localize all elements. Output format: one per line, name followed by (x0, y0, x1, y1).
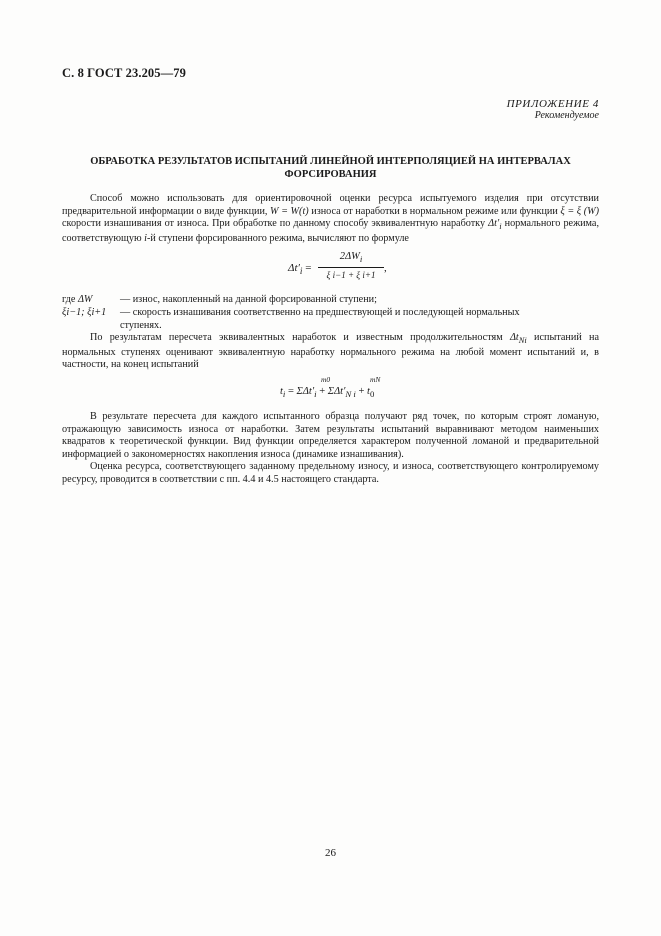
formula-equals: = (305, 262, 312, 275)
definition-text: — скорость изнашивания соответственно на предшествующей и последующей нормальных (120, 307, 520, 318)
definition-row (62, 307, 599, 320)
appendix-label-block (507, 98, 599, 122)
paragraph-resource-estimate: Оценка ресурса, соответствующего заданному предельному износу, и износа, соответствующего контролируемому ресурсу, проводится в соответствии с пп. 4.4 и 4.5 настоящего стандарта. (62, 461, 599, 485)
inline-formula-normal-duration: Δt (509, 332, 519, 344)
sum-term-1: ΣΔt′ (296, 386, 315, 397)
inline-formula-subscript: Ni (518, 335, 527, 346)
where-word: где (62, 294, 76, 306)
formula-lhs-subscript: i (299, 266, 303, 277)
formula-plus: + (319, 386, 326, 397)
fraction-denominator: ξ i−1 + ξ i+1 (326, 270, 376, 281)
definitions-list (62, 294, 599, 332)
text-run: испытаний на нормальных ступенях оценивают эквивалентную наработку нормального режима на любой момент испытаний и, в частности, на конец испытаний (62, 332, 600, 371)
initial-time-subscript: 0 (369, 389, 375, 400)
numerator-subscript: i (359, 254, 363, 265)
text-run: скорости изнашивания от износа. При обработке по данному способу эквивалентную наработку (62, 218, 486, 230)
appendix-status: Рекомендуемое (534, 110, 599, 121)
text-run: нормального режима, соответствующую (62, 218, 600, 244)
sum-term-1-subscript: i (314, 389, 317, 400)
body-text (62, 193, 599, 487)
formula-lhs-symbol: t (280, 386, 283, 397)
text-run: По результатам пересчета эквивалентных наработок и известным продолжительностям (90, 332, 503, 344)
definition-text-continuation: ступенях. (120, 319, 162, 331)
paragraph-approximation: В результате пересчета для каждого испытанного образца получают ряд точек, по которым строят ломаную, отражающую зависимость износа от наработки. Затем результаты испытаний выравнивают методом наименьших квадратов к теоретической функции. Вид функции определяется характером полученной ломаной и предварительной информацией о закономерностях накопления износа (динамике изнашивания). (62, 411, 599, 460)
formula-lhs-symbol: Δt′ (288, 262, 300, 275)
formula-fraction (318, 251, 384, 281)
section-title-line-2: ФОРСИРОВАНИЯ (284, 168, 377, 180)
formula-lhs (288, 262, 311, 278)
definition-row (62, 294, 599, 307)
definition-symbol: ξi−1; ξi+1 (62, 307, 107, 318)
definition-text: — износ, накопленный на данной форсированной ступени; (120, 294, 377, 306)
page-number: 26 (325, 847, 336, 859)
paragraph-method-intro (62, 193, 599, 245)
page-header: С. 8 ГОСТ 23.205—79 (62, 66, 186, 80)
inline-formula-equivalent-time: Δt′ (488, 218, 500, 230)
inline-formula-wear-function: W = W(t) (270, 205, 309, 217)
section-title-line-1: ОБРАБОТКА РЕЗУЛЬТАТОВ ИСПЫТАНИЙ ЛИНЕЙНОЙ ИНТЕРПОЛЯЦИЕЙ НА ИНТЕРВАЛАХ (90, 156, 571, 167)
text-run: -й ступени форсированного режима, вычисляют по формуле (146, 232, 409, 244)
fraction-numerator (318, 251, 384, 268)
symbol-delta-w: ΔW (77, 294, 93, 306)
appendix-number: ПРИЛОЖЕНИЕ 4 (506, 98, 599, 110)
text-run: износа от наработки в нормальном режиме или функции (311, 205, 558, 217)
paragraph-recalculation (62, 332, 599, 372)
sum-term-2: ΣΔt′ (327, 386, 346, 397)
sum-upper-limit-2: mN (370, 375, 381, 384)
text-run: Способ можно использовать для ориентировочной оценки ресурса испытуемого изделия при отсутствии предварительной информации о виде функции, (62, 193, 599, 217)
formula-expression (280, 386, 374, 401)
formula-plus: + (358, 386, 365, 397)
definition-symbol (62, 294, 120, 307)
section-title (62, 156, 599, 181)
formula-equals: = (287, 386, 294, 397)
formula-equivalent-time (62, 251, 599, 291)
sum-upper-limit-1: m0 (321, 375, 331, 384)
formula-lhs-subscript: i (282, 389, 286, 400)
inline-formula-index: i (144, 232, 147, 244)
formula-total-time (62, 374, 599, 404)
formula-comma: , (384, 262, 387, 275)
initial-time-symbol: t (367, 386, 370, 397)
sum-term-2-subscript: N i (345, 389, 356, 400)
numerator-symbol: 2ΔW (339, 251, 360, 263)
inline-formula-wear-rate-function: ξ = ξ (W) (560, 205, 599, 217)
inline-formula-subscript: i (499, 221, 502, 232)
